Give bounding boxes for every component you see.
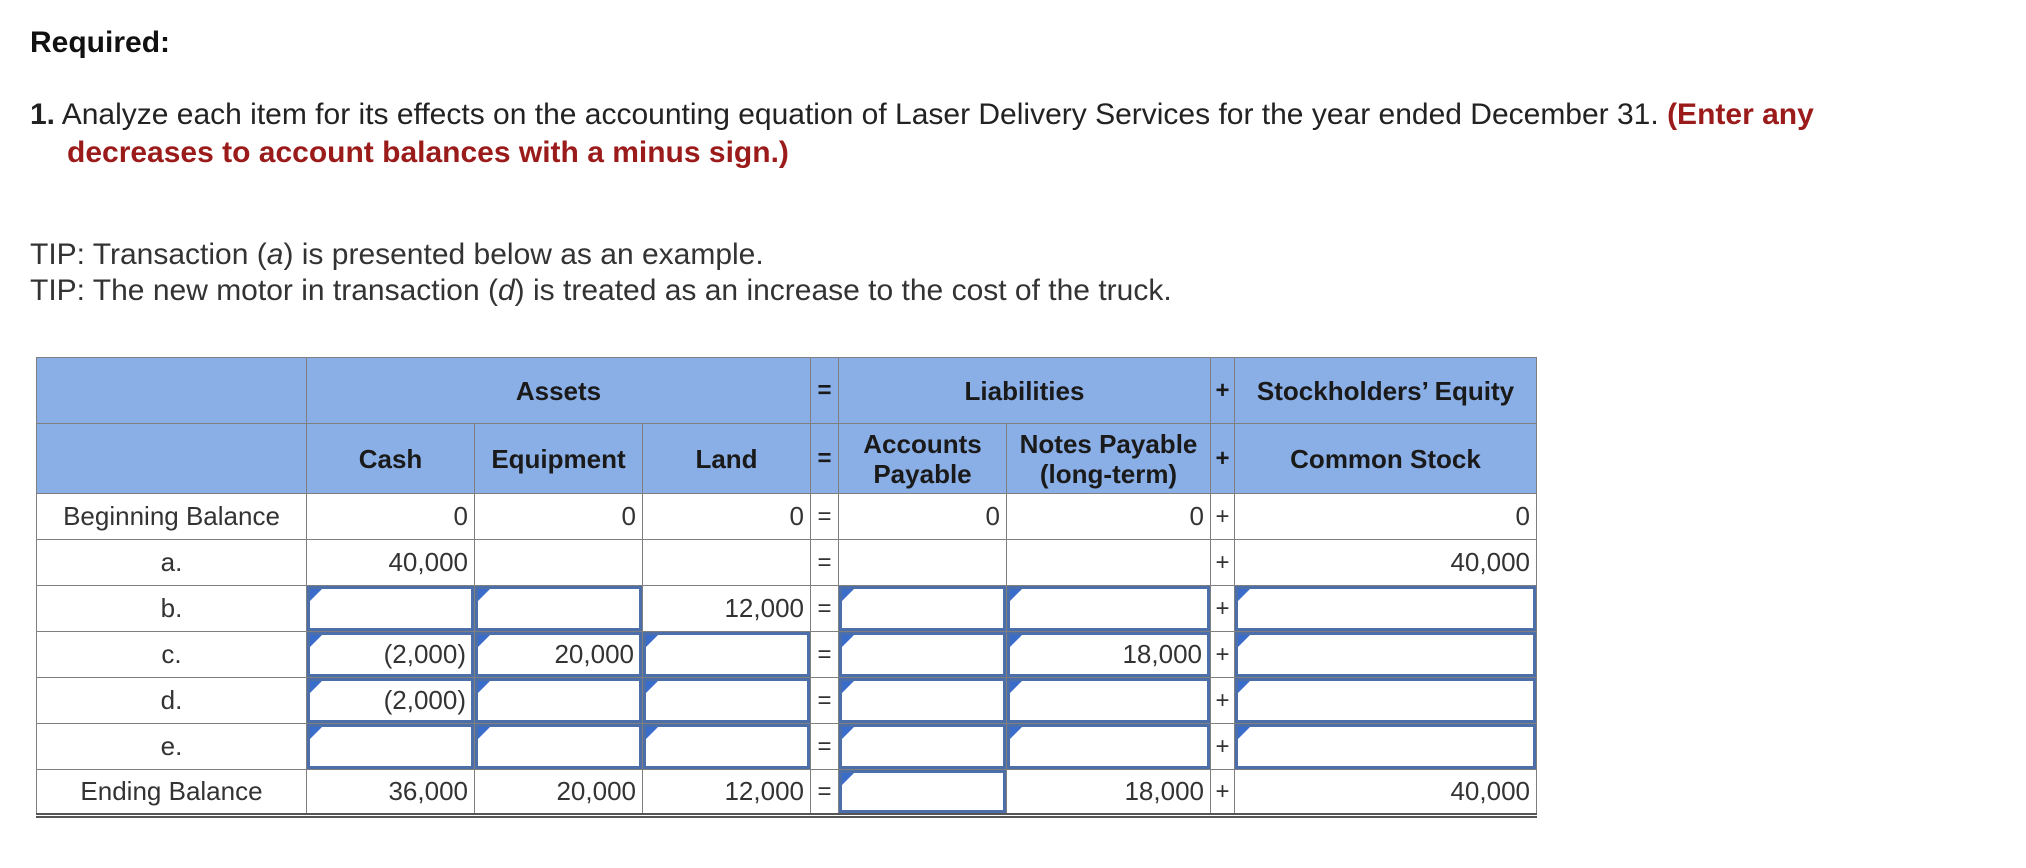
- table-row: [37, 586, 1537, 632]
- common-stock-input[interactable]: [1235, 586, 1537, 632]
- row-label: b.: [37, 586, 307, 632]
- land-cell: 12,000: [643, 586, 811, 632]
- table-row: [37, 494, 1537, 540]
- plus-col-header: +: [1211, 424, 1235, 494]
- equals-col-header: =: [811, 424, 839, 494]
- accounting-equation-table: [36, 357, 1537, 818]
- equipment-header: Equipment: [475, 424, 643, 494]
- accounts-payable-input[interactable]: [839, 724, 1007, 770]
- equity-header: Stockholders’ Equity: [1235, 358, 1537, 424]
- equals-sign: =: [811, 494, 839, 540]
- group-header-row: [37, 358, 1537, 424]
- np-input-value: 18,000: [1122, 639, 1202, 669]
- cash-input[interactable]: [307, 632, 475, 678]
- required-heading: Required:: [30, 26, 171, 59]
- equipment-input[interactable]: [475, 632, 643, 678]
- notes-payable-cell: 18,000: [1007, 770, 1211, 816]
- land-input[interactable]: [643, 678, 811, 724]
- plus-sign: +: [1211, 586, 1235, 632]
- equals-sign: =: [811, 770, 839, 816]
- instruction-part2: decreases to account balances with a minus sign.): [67, 136, 789, 169]
- tip-1: [30, 237, 764, 273]
- assets-header: Assets: [307, 358, 811, 424]
- notes-payable-input[interactable]: [1007, 724, 1211, 770]
- land-input[interactable]: [643, 632, 811, 678]
- tip1-suffix: ) is presented below as an example.: [283, 238, 764, 271]
- notes-payable-header: [1007, 424, 1211, 494]
- common-stock-cell: 40,000: [1235, 770, 1537, 816]
- land-cell: [643, 540, 811, 586]
- land-cell: 0: [643, 494, 811, 540]
- cash-input[interactable]: [307, 586, 475, 632]
- tip-2: [30, 273, 1172, 309]
- common-stock-cell: 40,000: [1235, 540, 1537, 586]
- accounts-payable-input[interactable]: [839, 586, 1007, 632]
- ap-line1: Accounts: [863, 428, 982, 459]
- equals-sign: =: [811, 724, 839, 770]
- header-blank-2: [37, 424, 307, 494]
- question-number: 1.: [30, 98, 56, 131]
- common-stock-input[interactable]: [1235, 724, 1537, 770]
- equals-sign: =: [811, 586, 839, 632]
- plus-sign: +: [1211, 540, 1235, 586]
- equals-sign: =: [811, 540, 839, 586]
- table-row: [37, 770, 1537, 816]
- table-row: [37, 540, 1537, 586]
- plus-sign: +: [1211, 724, 1235, 770]
- cash-input[interactable]: [307, 724, 475, 770]
- question-1: [30, 96, 1980, 172]
- row-label: e.: [37, 724, 307, 770]
- notes-payable-input[interactable]: [1007, 586, 1211, 632]
- common-stock-input[interactable]: [1235, 678, 1537, 724]
- equipment-cell: 0: [475, 494, 643, 540]
- accounts-payable-cell: [839, 540, 1007, 586]
- tip1-prefix: TIP: Transaction (: [30, 238, 267, 271]
- row-label: Beginning Balance: [37, 494, 307, 540]
- accounts-payable-cell: 0: [839, 494, 1007, 540]
- tip2-suffix: ) is treated as an increase to the cost of the truck.: [514, 274, 1172, 307]
- equals-sign: =: [811, 632, 839, 678]
- notes-payable-cell: 0: [1007, 494, 1211, 540]
- plus-sign: +: [1211, 678, 1235, 724]
- tip2-prefix: TIP: The new motor in transaction (: [30, 274, 498, 307]
- np-line2: (long-term): [1039, 458, 1178, 489]
- equipment-input[interactable]: [475, 724, 643, 770]
- question-text: Analyze each item for its effects on the accounting equation of Laser Delivery Services for the year ended December 31.: [61, 98, 1659, 131]
- common-stock-header: Common Stock: [1235, 424, 1537, 494]
- liabilities-header: Liabilities: [839, 358, 1211, 424]
- row-label: d.: [37, 678, 307, 724]
- cash-input-value: (2,000): [383, 685, 466, 715]
- equipment-cell: 20,000: [475, 770, 643, 816]
- plus-sign: +: [1211, 494, 1235, 540]
- equipment-input-value: 20,000: [554, 639, 634, 669]
- notes-payable-input[interactable]: [1007, 678, 1211, 724]
- np-line1: Notes Payable: [1019, 428, 1198, 459]
- equipment-input[interactable]: [475, 586, 643, 632]
- notes-payable-cell: [1007, 540, 1211, 586]
- column-header-row: [37, 424, 1537, 494]
- instruction-part1: (Enter any: [1667, 98, 1814, 131]
- common-stock-input[interactable]: [1235, 632, 1537, 678]
- accounts-payable-input[interactable]: [839, 632, 1007, 678]
- equipment-input[interactable]: [475, 678, 643, 724]
- cash-input-value: (2,000): [383, 639, 466, 669]
- cash-cell: 0: [307, 494, 475, 540]
- row-label: a.: [37, 540, 307, 586]
- table-row: [37, 632, 1537, 678]
- cash-input[interactable]: [307, 678, 475, 724]
- row-label: Ending Balance: [37, 770, 307, 816]
- plus-sign: +: [1211, 770, 1235, 816]
- tip2-letter: d: [497, 274, 515, 307]
- common-stock-cell: 0: [1235, 494, 1537, 540]
- land-cell: 12,000: [643, 770, 811, 816]
- equipment-cell: [475, 540, 643, 586]
- row-label: c.: [37, 632, 307, 678]
- accounts-payable-header: [839, 424, 1007, 494]
- table-row: [37, 678, 1537, 724]
- accounts-payable-input[interactable]: [839, 770, 1007, 816]
- equals-header: =: [811, 358, 839, 424]
- header-blank: [37, 358, 307, 424]
- equals-sign: =: [811, 678, 839, 724]
- accounts-payable-input[interactable]: [839, 678, 1007, 724]
- table-row: [37, 724, 1537, 770]
- ap-line2: Payable: [873, 458, 972, 489]
- tip1-letter: a: [266, 238, 284, 271]
- plus-sign: +: [1211, 632, 1235, 678]
- cash-cell: 40,000: [307, 540, 475, 586]
- notes-payable-input[interactable]: [1007, 632, 1211, 678]
- cash-cell: 36,000: [307, 770, 475, 816]
- plus-header: +: [1211, 358, 1235, 424]
- land-input[interactable]: [643, 724, 811, 770]
- land-header: Land: [643, 424, 811, 494]
- cash-header: Cash: [307, 424, 475, 494]
